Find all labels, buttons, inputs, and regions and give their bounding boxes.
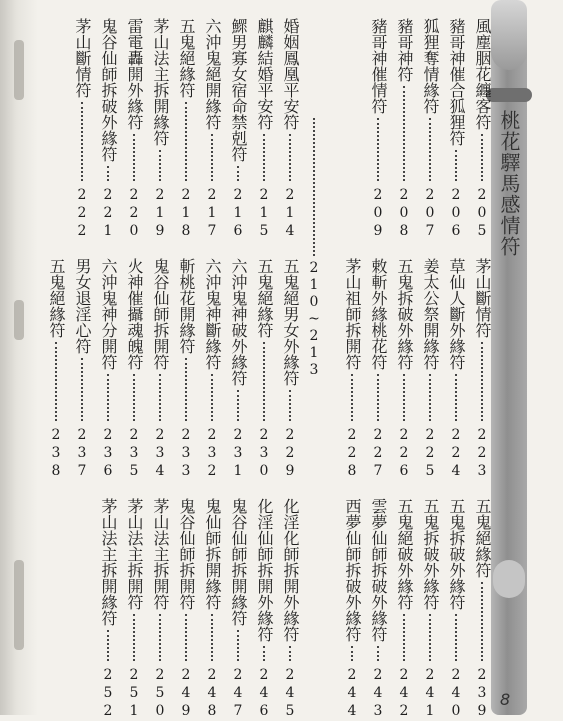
entry-title: 豬哥神催合狐狸符 bbox=[447, 18, 466, 146]
dot-leader bbox=[226, 630, 250, 661]
entry-page-number: 248 bbox=[204, 667, 220, 721]
entry-page-number: 222 bbox=[74, 187, 90, 241]
entry-page-number: 247 bbox=[230, 667, 246, 721]
entry-page-number: 215 bbox=[256, 187, 272, 241]
entry-title: 化淫仙師拆開外緣符 bbox=[255, 498, 274, 642]
dot-leader bbox=[174, 614, 198, 661]
entry-page-number: 243 bbox=[370, 667, 386, 721]
entry-page-number: 233 bbox=[178, 427, 194, 481]
entry-page-number: 230 bbox=[256, 427, 272, 481]
dot-leader bbox=[392, 614, 416, 661]
dot-leader bbox=[392, 374, 416, 421]
entry-page-number: 246 bbox=[256, 667, 272, 721]
entry-title: 茅山法主拆開緣符 bbox=[99, 498, 118, 626]
dot-leader bbox=[252, 342, 276, 421]
entry-page-number: 235 bbox=[126, 427, 142, 481]
entry-page-number: 234 bbox=[152, 427, 168, 481]
entry-title: 五鬼絕緣符 bbox=[473, 498, 492, 578]
entry-page-number: 220 bbox=[126, 187, 142, 241]
dot-leader bbox=[418, 118, 442, 181]
entry-title: 五鬼拆破外緣符 bbox=[447, 498, 466, 610]
entry-page-number: 214 bbox=[282, 187, 298, 241]
dot-leader bbox=[444, 614, 468, 661]
entry-title: 五鬼絕緣符 bbox=[177, 18, 196, 98]
entry-title: 麒麟結婚平安符 bbox=[255, 18, 274, 130]
dot-leader bbox=[96, 166, 120, 181]
entry-page-number: 223 bbox=[474, 427, 490, 481]
entry-title: 茅山斷情符 bbox=[473, 258, 492, 338]
dot-leader bbox=[122, 374, 146, 421]
entry-page-number: 205 bbox=[474, 187, 490, 241]
entry-page-number: 216 bbox=[230, 187, 246, 241]
entry-title: 茅山祖師拆開符 bbox=[343, 258, 362, 370]
entry-title: 六沖鬼神破外緣符 bbox=[229, 258, 248, 386]
entry-page-number: 226 bbox=[396, 427, 412, 481]
dot-leader bbox=[418, 614, 442, 661]
entry-page-number: 252 bbox=[100, 667, 116, 721]
dot-leader bbox=[340, 646, 364, 661]
dot-leader bbox=[278, 646, 302, 661]
entry-page-number: 250 bbox=[152, 667, 168, 721]
dot-leader bbox=[200, 374, 224, 421]
page-number: 8 bbox=[500, 690, 511, 709]
dot-leader bbox=[148, 150, 172, 181]
entry-page-number: 232 bbox=[204, 427, 220, 481]
dot-leader bbox=[96, 630, 120, 661]
binding-shadow bbox=[0, 0, 38, 715]
entry-page-number: 209 bbox=[370, 187, 386, 241]
dot-leader bbox=[252, 646, 276, 661]
entry-page-number: 239 bbox=[474, 667, 490, 721]
entry-page-number: 236 bbox=[100, 427, 116, 481]
entry-page-number: 225 bbox=[422, 427, 438, 481]
dot-leader bbox=[174, 358, 198, 421]
entry-page-number: 244 bbox=[344, 667, 360, 721]
dot-leader bbox=[366, 118, 390, 181]
entry-title: 鬼谷仙師拆開符 bbox=[151, 258, 170, 370]
dot-leader bbox=[278, 134, 302, 181]
entry-title: 斬桃花開緣符 bbox=[177, 258, 196, 354]
entry-page-number: 249 bbox=[178, 667, 194, 721]
entry-title: 鬼仙師拆開緣符 bbox=[203, 498, 222, 610]
dot-leader bbox=[470, 582, 494, 661]
entry-title: 鰥男寡女宿命禁剋符 bbox=[229, 18, 248, 162]
dot-leader bbox=[70, 102, 94, 181]
entry-title: 男女退淫心符 bbox=[73, 258, 92, 354]
entry-title: 五鬼絕破外緣符 bbox=[395, 498, 414, 610]
entry-page-number: 208 bbox=[396, 187, 412, 241]
entry-page-number: 228 bbox=[344, 427, 360, 481]
dot-leader bbox=[148, 374, 172, 421]
dot-leader bbox=[70, 358, 94, 421]
entry-title: 化淫化師拆開外緣符 bbox=[281, 498, 300, 642]
entry-title: 六沖鬼神分開符 bbox=[99, 258, 118, 370]
entry-title: 鬼谷仙師拆開符 bbox=[177, 498, 196, 610]
entry-title: 火神催攝魂魄符 bbox=[125, 258, 144, 370]
entry-title: 敕斬外緣桃花符 bbox=[369, 258, 388, 370]
entry-title: 婚姻鳳凰平安符 bbox=[281, 18, 300, 130]
dot-leader bbox=[226, 390, 250, 421]
binding-mark bbox=[14, 300, 24, 340]
entry-title: 草仙人斷外緣符 bbox=[447, 258, 466, 370]
dot-leader bbox=[366, 646, 390, 661]
entry-page-number: 217 bbox=[204, 187, 220, 241]
entry-page-number: 245 bbox=[282, 667, 298, 721]
dot-leader bbox=[470, 342, 494, 421]
entry-page-number: 221 bbox=[100, 187, 116, 241]
entry-title: 姜太公祭開緣符 bbox=[421, 258, 440, 370]
brush-bar-decoration bbox=[491, 0, 527, 715]
dot-leader bbox=[470, 134, 494, 181]
entry-title: 豬哥神催情符 bbox=[369, 18, 388, 114]
brush-band-decoration bbox=[493, 560, 525, 598]
entry-title: 狐狸奪情緣符 bbox=[421, 18, 440, 114]
entry-title: 五鬼絕緣符 bbox=[255, 258, 274, 338]
entry-page-number: 241 bbox=[422, 667, 438, 721]
binding-mark bbox=[14, 40, 24, 100]
dot-leader bbox=[302, 118, 326, 256]
entry-title: 茅山斷情符 bbox=[73, 18, 92, 98]
dot-leader bbox=[174, 102, 198, 181]
dot-leader bbox=[226, 166, 250, 181]
entry-title: 雷電轟開外緣符 bbox=[125, 18, 144, 130]
page-range: 210~213 bbox=[306, 260, 322, 379]
dot-leader bbox=[200, 134, 224, 181]
entry-page-number: 227 bbox=[370, 427, 386, 481]
entry-title: 六沖鬼神斷緣符 bbox=[203, 258, 222, 370]
entry-title: 雲夢仙師拆破外緣符 bbox=[369, 498, 388, 642]
dot-leader bbox=[340, 374, 364, 421]
entry-page-number: 207 bbox=[422, 187, 438, 241]
toc-entry-range bbox=[302, 118, 326, 379]
entry-page-number: 242 bbox=[396, 667, 412, 721]
entry-page-number: 224 bbox=[448, 427, 464, 481]
entry-title: 豬哥神符 bbox=[395, 18, 414, 82]
dot-leader bbox=[444, 374, 468, 421]
brush-tip-decoration bbox=[491, 0, 527, 70]
entry-page-number: 237 bbox=[74, 427, 90, 481]
entry-title: 鬼谷仙師拆開緣符 bbox=[229, 498, 248, 626]
entry-page-number: 240 bbox=[448, 667, 464, 721]
dot-leader bbox=[444, 150, 468, 181]
entry-title: 茅山法主拆開符 bbox=[125, 498, 144, 610]
dot-leader bbox=[148, 614, 172, 661]
entry-title: 六沖鬼絕開緣符 bbox=[203, 18, 222, 130]
entry-title: 五鬼絕緣符 bbox=[47, 258, 66, 338]
entry-title: 茅山法主拆開緣符 bbox=[151, 18, 170, 146]
entry-page-number: 238 bbox=[48, 427, 64, 481]
entry-title: 西夢仙師拆破外緣符 bbox=[343, 498, 362, 642]
entry-page-number: 219 bbox=[152, 187, 168, 241]
entry-title: 五鬼拆破外緣符 bbox=[421, 498, 440, 610]
binding-mark bbox=[14, 560, 24, 650]
entry-page-number: 229 bbox=[282, 427, 298, 481]
dot-leader bbox=[418, 374, 442, 421]
side-title: 桃花驛馬感情符 bbox=[497, 110, 521, 257]
entry-page-number: 218 bbox=[178, 187, 194, 241]
dot-leader bbox=[392, 86, 416, 181]
entry-title: 風塵胭花纏客符 bbox=[473, 18, 492, 130]
dot-leader bbox=[122, 614, 146, 661]
entry-page-number: 231 bbox=[230, 427, 246, 481]
dot-leader bbox=[122, 134, 146, 181]
dot-leader bbox=[44, 342, 68, 421]
entry-page-number: 206 bbox=[448, 187, 464, 241]
dot-leader bbox=[278, 390, 302, 421]
dot-leader bbox=[366, 374, 390, 421]
entry-title: 五鬼拆破外緣符 bbox=[395, 258, 414, 370]
entry-title: 鬼谷仙師拆破外緣符 bbox=[99, 18, 118, 162]
dot-leader bbox=[200, 614, 224, 661]
entry-title: 茅山法主拆開符 bbox=[151, 498, 170, 610]
dot-leader bbox=[252, 134, 276, 181]
entry-page-number: 251 bbox=[126, 667, 142, 721]
entry-title: 五鬼絕男女外緣符 bbox=[281, 258, 300, 386]
dot-leader bbox=[96, 374, 120, 421]
